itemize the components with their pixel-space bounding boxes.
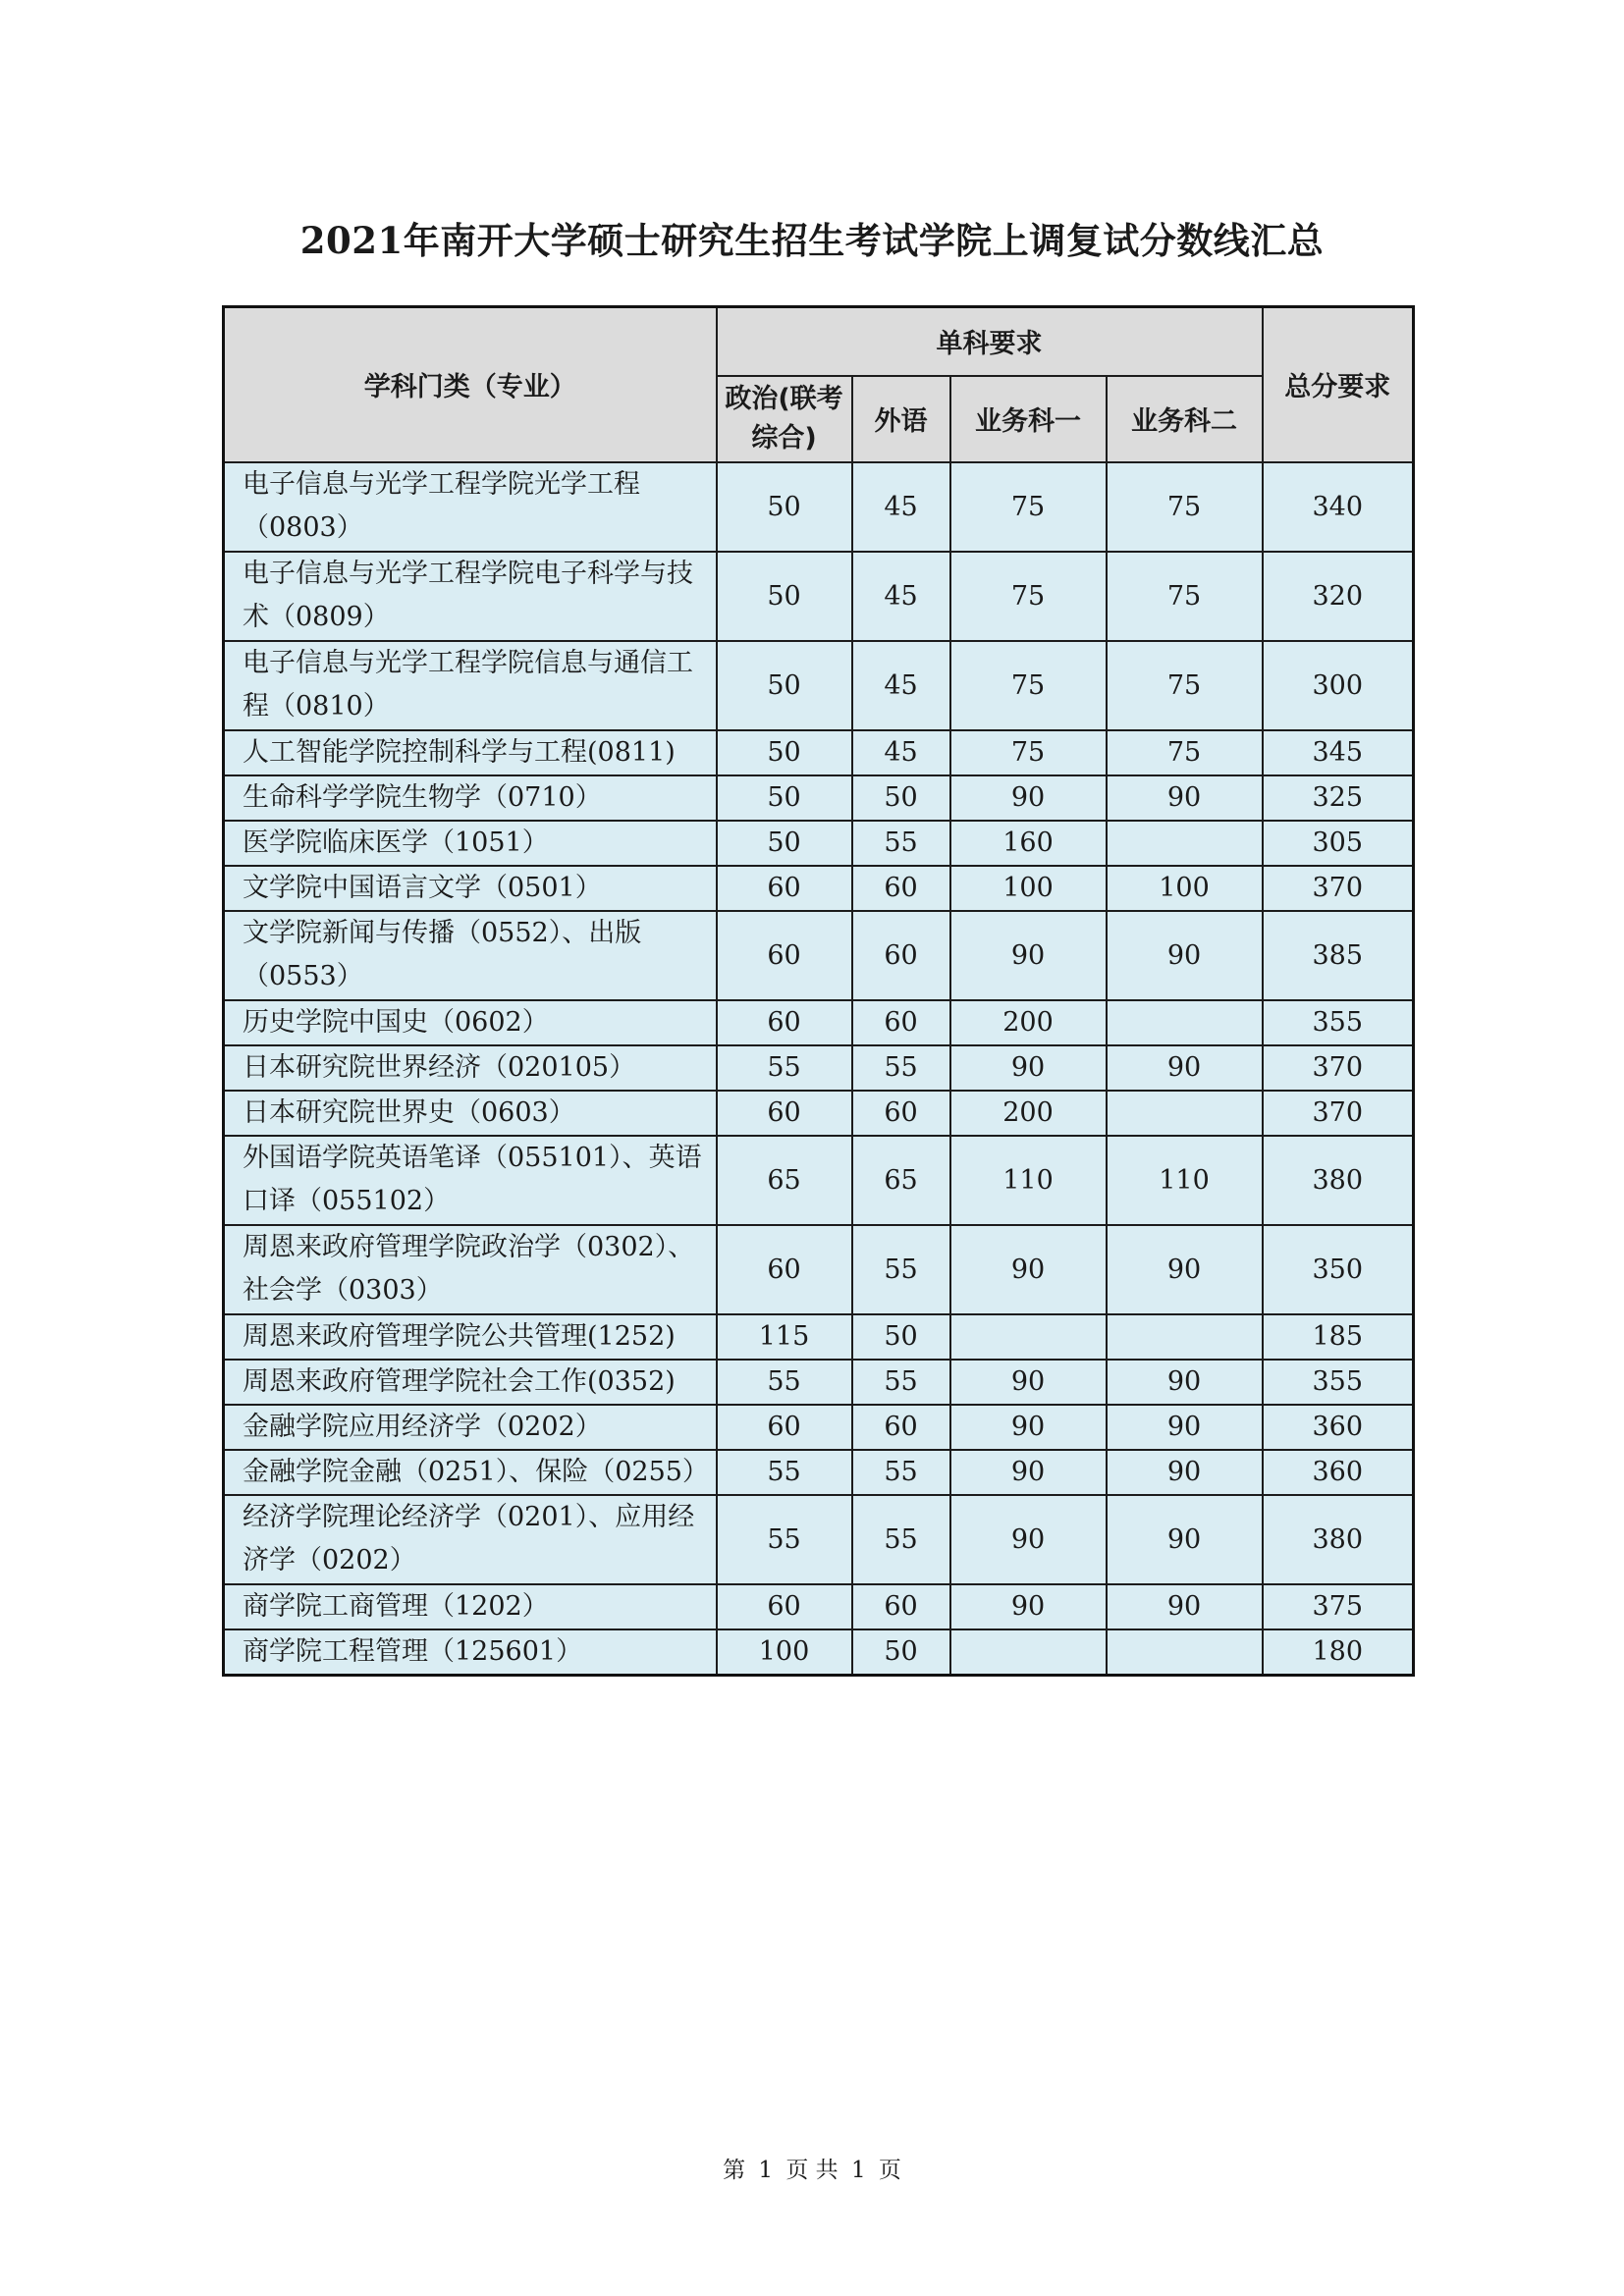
- cell-course1: [950, 1629, 1107, 1676]
- header-course2: 业务科二: [1107, 376, 1263, 462]
- cell-course2: 90: [1107, 1045, 1263, 1091]
- cell-subject: 商学院工程管理（125601）: [224, 1629, 717, 1676]
- cell-course1: 90: [950, 775, 1107, 821]
- cell-politics: 60: [717, 911, 852, 1000]
- cell-total: 385: [1263, 911, 1414, 1000]
- cell-language: 55: [852, 1495, 950, 1584]
- cell-course2: 75: [1107, 552, 1263, 641]
- cell-course2: 90: [1107, 775, 1263, 821]
- footer-page-number: 1: [758, 2158, 774, 2183]
- cell-course2: 90: [1107, 1360, 1263, 1405]
- cell-subject: 电子信息与光学工程学院电子科学与技术（0809）: [224, 552, 717, 641]
- cell-total: 360: [1263, 1405, 1414, 1450]
- cell-course1: 90: [950, 1045, 1107, 1091]
- cell-course1: 200: [950, 1091, 1107, 1136]
- page-title: 2021年南开大学硕士研究生招生考试学院上调复试分数线汇总: [299, 219, 1325, 262]
- cell-course1: 160: [950, 821, 1107, 866]
- table-row: [224, 1629, 1414, 1676]
- cell-language: 60: [852, 1000, 950, 1045]
- cell-language: 45: [852, 552, 950, 641]
- cell-subject: 商学院工商管理（1202）: [224, 1584, 717, 1629]
- cell-language: 55: [852, 1450, 950, 1495]
- cell-course1: 90: [950, 1584, 1107, 1629]
- cell-subject: 生命科学学院生物学（0710）: [224, 775, 717, 821]
- cell-total: 185: [1263, 1314, 1414, 1360]
- cell-total: 360: [1263, 1450, 1414, 1495]
- cell-subject: 电子信息与光学工程学院信息与通信工程（0810）: [224, 641, 717, 730]
- cell-course1: 100: [950, 866, 1107, 911]
- cell-language: 60: [852, 1091, 950, 1136]
- cell-subject: 人工智能学院控制科学与工程(0811): [224, 730, 717, 775]
- cell-total: 380: [1263, 1136, 1414, 1225]
- cell-politics: 60: [717, 1405, 852, 1450]
- cell-total: 355: [1263, 1000, 1414, 1045]
- footer-page-mid: 页 共: [785, 2158, 839, 2183]
- cell-politics: 50: [717, 730, 852, 775]
- header-course1: 业务科一: [950, 376, 1107, 462]
- cell-course1: 75: [950, 641, 1107, 730]
- cell-politics: 50: [717, 821, 852, 866]
- header-single-subject-group: 单科要求: [717, 307, 1263, 376]
- table-row: [224, 1225, 1414, 1314]
- cell-subject: 日本研究院世界史（0603）: [224, 1091, 717, 1136]
- page-footer: [0, 2152, 1624, 2184]
- cell-language: 60: [852, 1584, 950, 1629]
- cell-course2: 110: [1107, 1136, 1263, 1225]
- cell-subject: 周恩来政府管理学院社会工作(0352): [224, 1360, 717, 1405]
- cell-subject: 金融学院金融（0251）、保险（0255）: [224, 1450, 717, 1495]
- table-row: [224, 1314, 1414, 1360]
- cell-course2: 75: [1107, 641, 1263, 730]
- table-row: [224, 821, 1414, 866]
- cell-total: 355: [1263, 1360, 1414, 1405]
- cell-course2: 90: [1107, 911, 1263, 1000]
- cell-subject: 周恩来政府管理学院公共管理(1252): [224, 1314, 717, 1360]
- table-row: [224, 1000, 1414, 1045]
- cell-subject: 外国语学院英语笔译（055101）、英语口译（055102）: [224, 1136, 717, 1225]
- cell-language: 60: [852, 866, 950, 911]
- table-row: [224, 1584, 1414, 1629]
- cell-course1: 90: [950, 911, 1107, 1000]
- table-row: [224, 1360, 1414, 1405]
- cell-politics: 65: [717, 1136, 852, 1225]
- cell-course2: [1107, 1314, 1263, 1360]
- cell-subject: 日本研究院世界经济（020105）: [224, 1045, 717, 1091]
- cell-total: 370: [1263, 1091, 1414, 1136]
- cell-course1: 110: [950, 1136, 1107, 1225]
- cell-politics: 55: [717, 1045, 852, 1091]
- cell-politics: 55: [717, 1495, 852, 1584]
- cell-course2: 90: [1107, 1405, 1263, 1450]
- cell-total: 350: [1263, 1225, 1414, 1314]
- header-language: 外语: [852, 376, 950, 462]
- cell-course2: 75: [1107, 730, 1263, 775]
- cell-course1: 75: [950, 552, 1107, 641]
- cell-subject: 经济学院理论经济学（0201）、应用经济学（0202）: [224, 1495, 717, 1584]
- cell-course1: 90: [950, 1225, 1107, 1314]
- cell-course2: 90: [1107, 1495, 1263, 1584]
- footer-page-suffix: 页: [878, 2158, 901, 2183]
- footer-page-total: 1: [850, 2158, 866, 2183]
- cell-total: 300: [1263, 641, 1414, 730]
- cell-language: 65: [852, 1136, 950, 1225]
- cell-politics: 50: [717, 462, 852, 552]
- cell-course1: 75: [950, 730, 1107, 775]
- cell-total: 305: [1263, 821, 1414, 866]
- cell-total: 180: [1263, 1629, 1414, 1676]
- cell-course2: [1107, 1091, 1263, 1136]
- table-row: [224, 641, 1414, 730]
- cell-course2: 90: [1107, 1450, 1263, 1495]
- cell-course2: [1107, 821, 1263, 866]
- cell-subject: 文学院中国语言文学（0501）: [224, 866, 717, 911]
- cell-course1: 90: [950, 1450, 1107, 1495]
- table-row: [224, 911, 1414, 1000]
- table-row: [224, 1405, 1414, 1450]
- table-row: [224, 1045, 1414, 1091]
- cell-subject: 医学院临床医学（1051）: [224, 821, 717, 866]
- cell-total: 340: [1263, 462, 1414, 552]
- header-politics: 政治(联考综合): [717, 376, 852, 462]
- cell-language: 60: [852, 911, 950, 1000]
- cell-course2: 75: [1107, 462, 1263, 552]
- cell-politics: 100: [717, 1629, 852, 1676]
- cell-subject: 文学院新闻与传播（0552）、出版（0553）: [224, 911, 717, 1000]
- cell-language: 45: [852, 730, 950, 775]
- cell-politics: 50: [717, 552, 852, 641]
- table-row: [224, 1091, 1414, 1136]
- cell-subject: 周恩来政府管理学院政治学（0302）、社会学（0303）: [224, 1225, 717, 1314]
- cell-course1: 75: [950, 462, 1107, 552]
- cell-language: 55: [852, 1225, 950, 1314]
- cell-language: 50: [852, 1314, 950, 1360]
- cell-politics: 60: [717, 1091, 852, 1136]
- cell-course2: 100: [1107, 866, 1263, 911]
- table-row: [224, 462, 1414, 552]
- cell-language: 50: [852, 1629, 950, 1676]
- cell-total: 380: [1263, 1495, 1414, 1584]
- cell-politics: 60: [717, 1584, 852, 1629]
- cell-course2: [1107, 1629, 1263, 1676]
- cell-course1: 200: [950, 1000, 1107, 1045]
- cell-course2: 90: [1107, 1584, 1263, 1629]
- table-row: [224, 552, 1414, 641]
- cell-total: 325: [1263, 775, 1414, 821]
- table-row: [224, 1450, 1414, 1495]
- table-body: [224, 462, 1414, 1676]
- cell-subject: 电子信息与光学工程学院光学工程（0803）: [224, 462, 717, 552]
- cell-subject: 历史学院中国史（0602）: [224, 1000, 717, 1045]
- table-row: [224, 1136, 1414, 1225]
- cell-language: 55: [852, 821, 950, 866]
- cell-language: 50: [852, 775, 950, 821]
- score-table: [222, 305, 1415, 1677]
- cell-politics: 55: [717, 1450, 852, 1495]
- cell-politics: 55: [717, 1360, 852, 1405]
- cell-subject: 金融学院应用经济学（0202）: [224, 1405, 717, 1450]
- cell-politics: 60: [717, 1225, 852, 1314]
- cell-politics: 50: [717, 775, 852, 821]
- cell-total: 375: [1263, 1584, 1414, 1629]
- header-subject: 学科门类（专业）: [224, 307, 717, 462]
- cell-politics: 60: [717, 1000, 852, 1045]
- cell-course1: [950, 1314, 1107, 1360]
- footer-page-prefix: 第: [723, 2158, 746, 2183]
- cell-language: 45: [852, 462, 950, 552]
- cell-total: 370: [1263, 1045, 1414, 1091]
- table-row: [224, 1495, 1414, 1584]
- cell-language: 55: [852, 1045, 950, 1091]
- cell-course2: 90: [1107, 1225, 1263, 1314]
- cell-language: 45: [852, 641, 950, 730]
- cell-politics: 115: [717, 1314, 852, 1360]
- header-total: 总分要求: [1263, 307, 1414, 462]
- table-row: [224, 730, 1414, 775]
- cell-politics: 60: [717, 866, 852, 911]
- cell-course2: [1107, 1000, 1263, 1045]
- table-row: [224, 866, 1414, 911]
- cell-course1: 90: [950, 1405, 1107, 1450]
- cell-total: 320: [1263, 552, 1414, 641]
- cell-language: 55: [852, 1360, 950, 1405]
- table-header: [224, 307, 1414, 462]
- cell-language: 60: [852, 1405, 950, 1450]
- cell-total: 345: [1263, 730, 1414, 775]
- table-row: [224, 775, 1414, 821]
- cell-course1: 90: [950, 1495, 1107, 1584]
- cell-course1: 90: [950, 1360, 1107, 1405]
- cell-total: 370: [1263, 866, 1414, 911]
- cell-politics: 50: [717, 641, 852, 730]
